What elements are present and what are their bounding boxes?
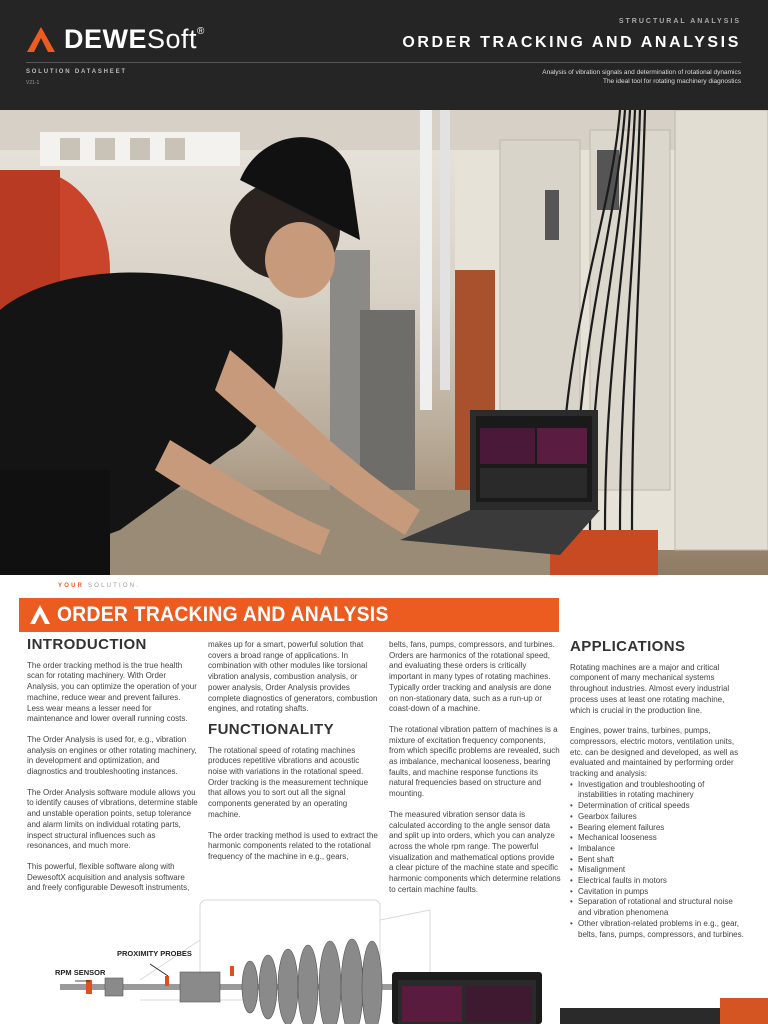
list-item: • Bearing element failures: [570, 823, 745, 834]
proximity-probes-label: PROXIMITY PROBES: [117, 949, 192, 958]
list-item: • Bent shaft: [570, 855, 745, 866]
header-divider: [26, 62, 741, 63]
functionality-heading: FUNCTIONALITY: [208, 720, 335, 738]
intro-paragraph-2: The Order Analysis is used for, e.g., vibration analysis on engines or other rotating machinery, in development and optimization, and diagnostics and troubleshooting instances.: [27, 734, 197, 777]
applications-paragraph-1: Rotating machines are a major and critical component of many mechanical systems throughout industries. Almost every industrial process uses at least one rotating machine, which is crucial in the production line.: [570, 662, 730, 715]
text-column-3: [389, 640, 561, 905]
intro-paragraph-4: This powerful, flexible software along with DewesoftX acquisition and analysis software and freely configurable Dewesoft instruments,: [27, 861, 190, 893]
doc-type-label: SOLUTION DATASHEET: [26, 69, 127, 75]
section-banner: [19, 598, 559, 632]
introduction-column: [27, 636, 199, 904]
list-item: • Determination of critical speeds: [570, 801, 745, 812]
brand-name: DEWESoft®: [64, 24, 205, 54]
functionality-column: [208, 640, 380, 873]
list-item: • Misalignment: [570, 865, 745, 876]
applications-heading: APPLICATIONS: [570, 638, 686, 655]
tagline-2: The ideal tool for rotating machinery diagnostics: [602, 78, 741, 85]
functionality-paragraph-2: The order tracking method is used to extract the harmonic components related to the rotational frequency of the machine in e.g., gears,: [208, 830, 378, 861]
list-item: • Mechanical looseness: [570, 833, 745, 844]
list-item: • Other vibration-related problems in e.g., gear, belts, fans, pumps, compressors, and turbines.: [570, 919, 745, 940]
banner-title: ORDER TRACKING AND ANALYSIS: [57, 603, 389, 626]
tagline-1: Analysis of vibration signals and determination of rotational dynamics: [542, 69, 741, 76]
intro-paragraph-3: The Order Analysis software module allows you to identify causes of vibrations, determine stable and unstable operation points, setup tolerance and alarm limits on individual rotating parts, inspect structural influences such as resonances, and much more.: [27, 787, 198, 851]
list-item: • Electrical faults in motors: [570, 876, 745, 887]
list-item: • Investigation and troubleshooting of instabilities in rotating machinery: [570, 780, 745, 801]
rpm-sensor-label: RPM SENSOR: [55, 968, 106, 977]
turbine-illustration: [0, 880, 768, 1024]
hero-illustration: [0, 110, 768, 575]
turbine-drawing: [0, 880, 768, 1024]
dewesoft-mark-icon: [29, 604, 51, 626]
hero-photo: [0, 110, 768, 575]
category-label: STRUCTURAL ANALYSIS: [618, 18, 741, 25]
list-item: • Imbalance: [570, 844, 745, 855]
page-title: ORDER TRACKING AND ANALYSIS: [402, 34, 741, 51]
intro-paragraph-1: The order tracking method is the true health scan for rotating machinery. With Order Analysis, you can optimize the operation of your machine, reduce wear and prevent failures. Less wear means a lesser need for maintenance and lower overall running costs.: [27, 660, 197, 724]
applications-paragraph-2: Engines, power trains, turbines, pumps, compressors, electric motors, ventilation units, etc. can be designed and developed, as well as evaluated and maintained by performing order tracking and analysis:: [570, 726, 739, 779]
column3-paragraph-3: The measured vibration sensor data is calculated according to the angle sensor data and split up into orders, which you can analyze across the whole rpm range. The powerful visualization and mathematical options provide a clear picture of the machine state and specific harmonic components which determine relations to certain machine faults.: [389, 809, 561, 894]
version-label: V21-1: [26, 80, 40, 86]
column3-paragraph-1: belts, fans, pumps, compressors, and turbines. Orders are harmonics of the rotational speed, and evaluating these orders is critically important in many types of rotating machines. Typically order tracking and analysis are done on non-stationary data, such as a run-up or coast-down of a machine.: [389, 640, 555, 714]
header: [0, 0, 768, 110]
column3-paragraph-2: The rotational vibration pattern of machines is a mixture of excitation frequency components, from which specific problems are revealed, such as imbalance, mechanical looseness, bearing faults, and machine response functions its natural frequencies based on structure and mounting.: [389, 724, 560, 799]
introduction-heading: INTRODUCTION: [27, 636, 147, 653]
list-item: • Gearbox failures: [570, 812, 745, 823]
brand-logo[interactable]: [26, 24, 205, 55]
functionality-paragraph-1: The rotational speed of rotating machines produces repetitive vibrations and acoustic noise with variations in the rotational speed. Order tracking is the measurement technique that allows you to sort out all the signal components generated by an operating machine.: [208, 745, 369, 819]
dewesoft-logo-icon: [26, 25, 56, 55]
list-item: • Separation of rotational and structural noise and vibration phenomena: [570, 897, 745, 918]
column2-paragraph-1: makes up for a smart, powerful solution that covers a broad range of applications. In combination with other modules like torsional vibration analysis, combustion analysis, or power analysis, Order Analysis provides complete diagnostics of generators, combustion engines, and rotating shafts.: [208, 640, 378, 714]
list-item: • Cavitation in pumps: [570, 887, 745, 898]
your-solution-strip: YOUR SOLUTION.: [58, 583, 141, 589]
